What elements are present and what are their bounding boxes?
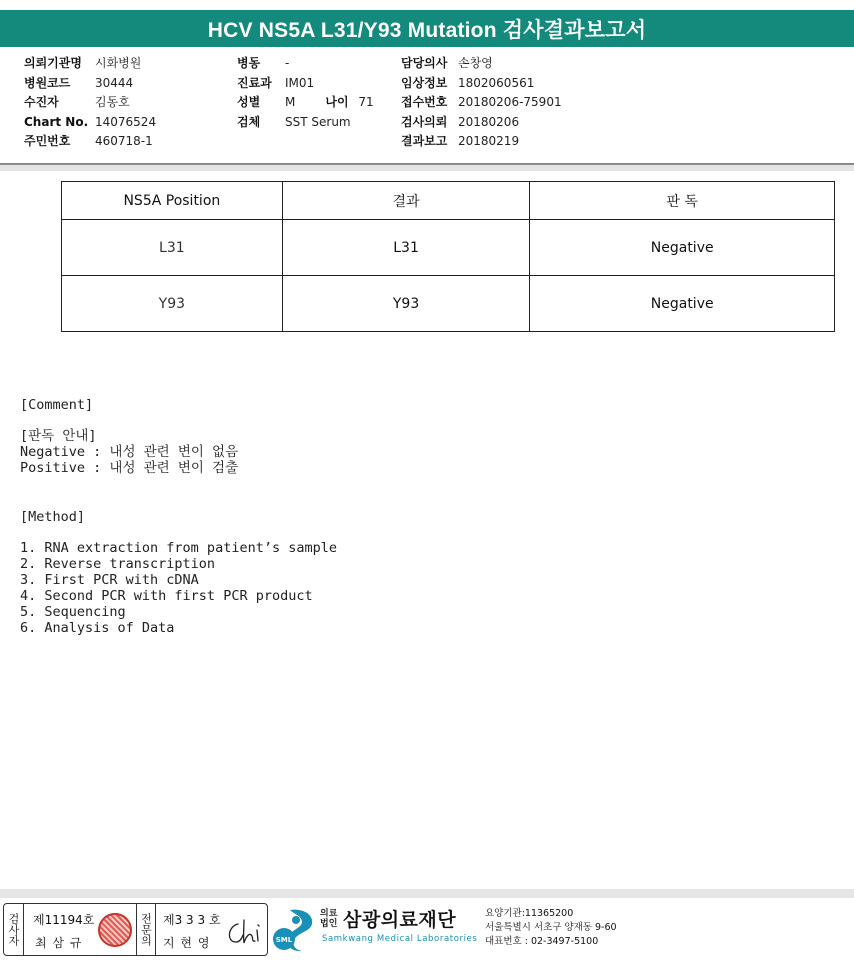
info-row [401, 54, 562, 74]
specialist-license: 제3 3 3 호 [163, 913, 221, 927]
org-type: 의료 법인 [320, 909, 338, 929]
info-value: 시화병원 [95, 56, 142, 70]
info-value: 30444 [95, 75, 134, 90]
table-row [62, 276, 835, 332]
info-value: 20180206 [458, 114, 520, 129]
org-name: 삼광의료재단 [343, 909, 457, 931]
info-label: Chart No. [24, 114, 89, 129]
info-row [401, 113, 562, 133]
method-step: 5. Sequencing [20, 604, 126, 620]
info-label: 검사의뢰 [401, 114, 448, 129]
info-row [237, 113, 374, 133]
info-label: 검체 [237, 114, 261, 129]
info-row [24, 132, 156, 152]
info-label: 수진자 [24, 95, 59, 109]
method-step: 4. Second PCR with first PCR product [20, 588, 313, 604]
report-title: HCV NS5A L31/Y93 Mutation 검사결과보고서 [0, 10, 854, 47]
column-header-position: NS5A Position [62, 182, 283, 220]
info-label: 성별 [237, 95, 261, 109]
info-label: 결과보고 [401, 134, 448, 148]
info-value: - [285, 56, 290, 70]
age-label: 나이 [325, 95, 349, 109]
info-label: 담당의사 [401, 56, 448, 70]
position-cell: Y93 [62, 276, 283, 332]
info-label: 병원코드 [24, 75, 71, 90]
info-label: 접수번호 [401, 95, 448, 109]
signature-box [3, 903, 268, 956]
method-heading: [Method] [20, 509, 86, 525]
org-english-name: Samkwang Medical Laboratories [322, 934, 478, 944]
org-address: 서울특별시 서초구 양재동 9-60 [485, 922, 617, 933]
info-row [24, 93, 156, 113]
info-label: 주민번호 [24, 134, 71, 148]
method-step: 6. Analysis of Data [20, 620, 175, 636]
info-label: 병동 [237, 56, 261, 70]
examiner-license: 제11194호 [33, 913, 95, 927]
interpretation-cell: Negative [530, 276, 835, 332]
interpretation-cell: Negative [530, 220, 835, 276]
info-value: M [285, 95, 296, 109]
info-label: 의뢰기관명 [24, 56, 82, 70]
org-contact-info [485, 907, 617, 949]
logo-text: SML [275, 936, 293, 944]
patient-info-column-3 [401, 54, 562, 152]
patient-info-column-2 [237, 54, 374, 132]
results-table [61, 181, 835, 332]
footer-divider-band [0, 889, 854, 898]
method-step: 3. First PCR with cDNA [20, 572, 199, 588]
info-value: 20180219 [458, 134, 520, 148]
column-header-interpretation: 판 독 [530, 182, 835, 220]
info-label: 임상정보 [401, 75, 448, 90]
specialist-signature-icon [224, 914, 264, 948]
result-cell: Y93 [282, 276, 530, 332]
info-row [237, 93, 374, 113]
table-row [62, 220, 835, 276]
info-value: 460718-1 [95, 134, 153, 148]
sml-logo-icon [272, 906, 316, 952]
result-cell: L31 [282, 220, 530, 276]
info-row [237, 54, 374, 74]
header-divider-band [0, 165, 854, 171]
info-row [237, 74, 374, 94]
info-value: 손창영 [458, 56, 493, 70]
info-row [401, 74, 562, 94]
guide-heading: [판독 안내] [20, 428, 97, 444]
info-value: 김동호 [95, 95, 130, 109]
examiner-seal-icon [98, 913, 132, 947]
org-phone: 대표번호 : 02-3497-5100 [485, 936, 599, 947]
specialist-name: 지 현 영 [163, 936, 211, 950]
column-header-result: 결과 [282, 182, 530, 220]
info-row [401, 93, 562, 113]
method-step: 1. RNA extraction from patient’s sample [20, 540, 337, 556]
position-cell: L31 [62, 220, 283, 276]
info-row [24, 113, 156, 133]
examiner-role-text: 검사자 [7, 913, 20, 946]
specialist-role-label [136, 904, 156, 955]
info-value: 14076524 [95, 114, 157, 129]
institution-code: 요양기관:11365200 [485, 908, 574, 919]
info-value: IM01 [285, 75, 315, 90]
info-value: SST Serum [285, 114, 351, 129]
guide-line-negative: Negative : 내성 관련 변이 없음 [20, 444, 239, 460]
guide-line-positive: Positive : 내성 관련 변이 검출 [20, 460, 239, 476]
patient-info-column-1 [24, 54, 156, 152]
examiner-name: 최 삼 규 [35, 936, 83, 950]
age-value: 71 [358, 95, 374, 109]
specialist-role-text: 전문의 [139, 913, 153, 946]
info-value: 1802060561 [458, 75, 535, 90]
table-header-row [62, 182, 835, 220]
info-row [24, 74, 156, 94]
examiner-role-label [4, 904, 24, 955]
info-label: 진료과 [237, 75, 272, 90]
info-value: 20180206-75901 [458, 95, 562, 109]
info-row [24, 54, 156, 74]
info-row [401, 132, 562, 152]
method-step: 2. Reverse transcription [20, 556, 216, 572]
comment-heading: [Comment] [20, 397, 94, 413]
